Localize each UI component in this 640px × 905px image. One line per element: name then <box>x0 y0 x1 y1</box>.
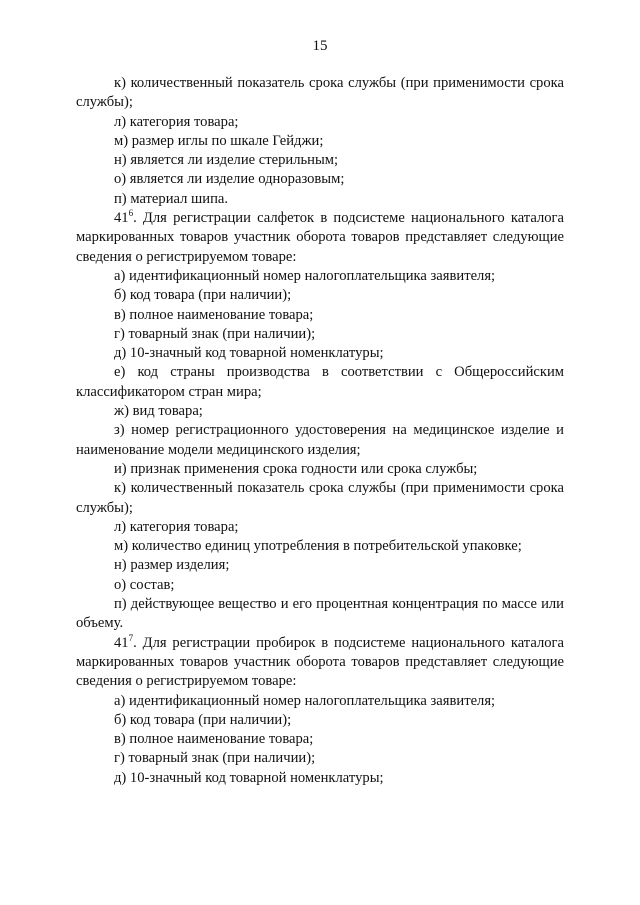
item-v-full-name-2: в) полное наименование товара; <box>114 731 314 748</box>
item-n-size: н) размер изделия; <box>114 557 230 574</box>
item-o-composition: о) состав; <box>114 576 175 593</box>
item-n-sterile: н) является ли изделие стерильным; <box>114 152 339 169</box>
item-b-product-code-2: б) код товара (при наличии); <box>114 711 292 728</box>
item-e-country-code: е) код страны производства в соответствии с Общероссийским классификатором стран мира; <box>76 364 564 400</box>
item-z-registration-number: з) номер регистрационного удостоверения на медицинское изделие и наименование модели медицинского изделия; <box>76 422 564 458</box>
item-a-inn-2: а) идентификационный номер налогоплательщика заявителя; <box>114 692 496 709</box>
item-l-category: л) категория товара; <box>114 113 239 130</box>
section-text: . Для регистрации пробирок в подсистеме национального каталога маркированных товаров участник оборота товаров представляет следующие сведения о регистрируемом товаре: <box>76 634 564 690</box>
item-o-disposable: о) является ли изделие одноразовым; <box>114 171 345 188</box>
section-41-6-heading <box>76 209 564 267</box>
item-v-full-name: в) полное наименование товара; <box>114 306 314 323</box>
item-zh-product-type: ж) вид товара; <box>114 403 203 420</box>
item-a-inn: а) идентификационный номер налогоплательщика заявителя; <box>114 267 496 284</box>
section-41-7-heading <box>76 634 564 692</box>
section-text: . Для регистрации салфеток в подсистеме национального каталога маркированных товаров участник оборота товаров представляет следующие сведения о регистрируемом товаре: <box>76 210 564 265</box>
item-i-expiry-flag: и) признак применения срока годности или срока службы; <box>114 460 478 477</box>
item-p-spike-material: п) материал шипа. <box>114 190 229 207</box>
item-p-active-substance: п) действующее вещество и его процентная концентрация по массе или объему. <box>76 596 564 632</box>
item-d-nomenclature-code: д) 10-значный код товарной номенклатуры; <box>114 345 384 362</box>
item-d-nomenclature-code-2: д) 10-значный код товарной номенклатуры; <box>114 769 384 786</box>
page-number: 15 <box>312 38 328 54</box>
item-g-trademark-2: г) товарный знак (при наличии); <box>114 750 316 767</box>
section-superscript: 7 <box>128 632 134 643</box>
item-k-service-life-2: к) количественный показатель срока службы (при применимости срока службы); <box>76 480 564 516</box>
section-number: 41 <box>114 634 129 651</box>
item-b-product-code: б) код товара (при наличии); <box>114 287 292 304</box>
section-superscript: 6 <box>128 208 134 219</box>
item-l-category-2: л) категория товара; <box>114 518 239 535</box>
document-body <box>76 74 564 788</box>
item-m-units-per-package: м) количество единиц употребления в потребительской упаковке; <box>114 538 522 555</box>
item-m-needle-size: м) размер иглы по шкале Гейджи; <box>114 132 324 149</box>
section-number: 41 <box>114 210 129 227</box>
item-k-service-life: к) количественный показатель срока службы (при применимости срока службы); <box>76 75 564 111</box>
item-g-trademark: г) товарный знак (при наличии); <box>114 325 316 342</box>
